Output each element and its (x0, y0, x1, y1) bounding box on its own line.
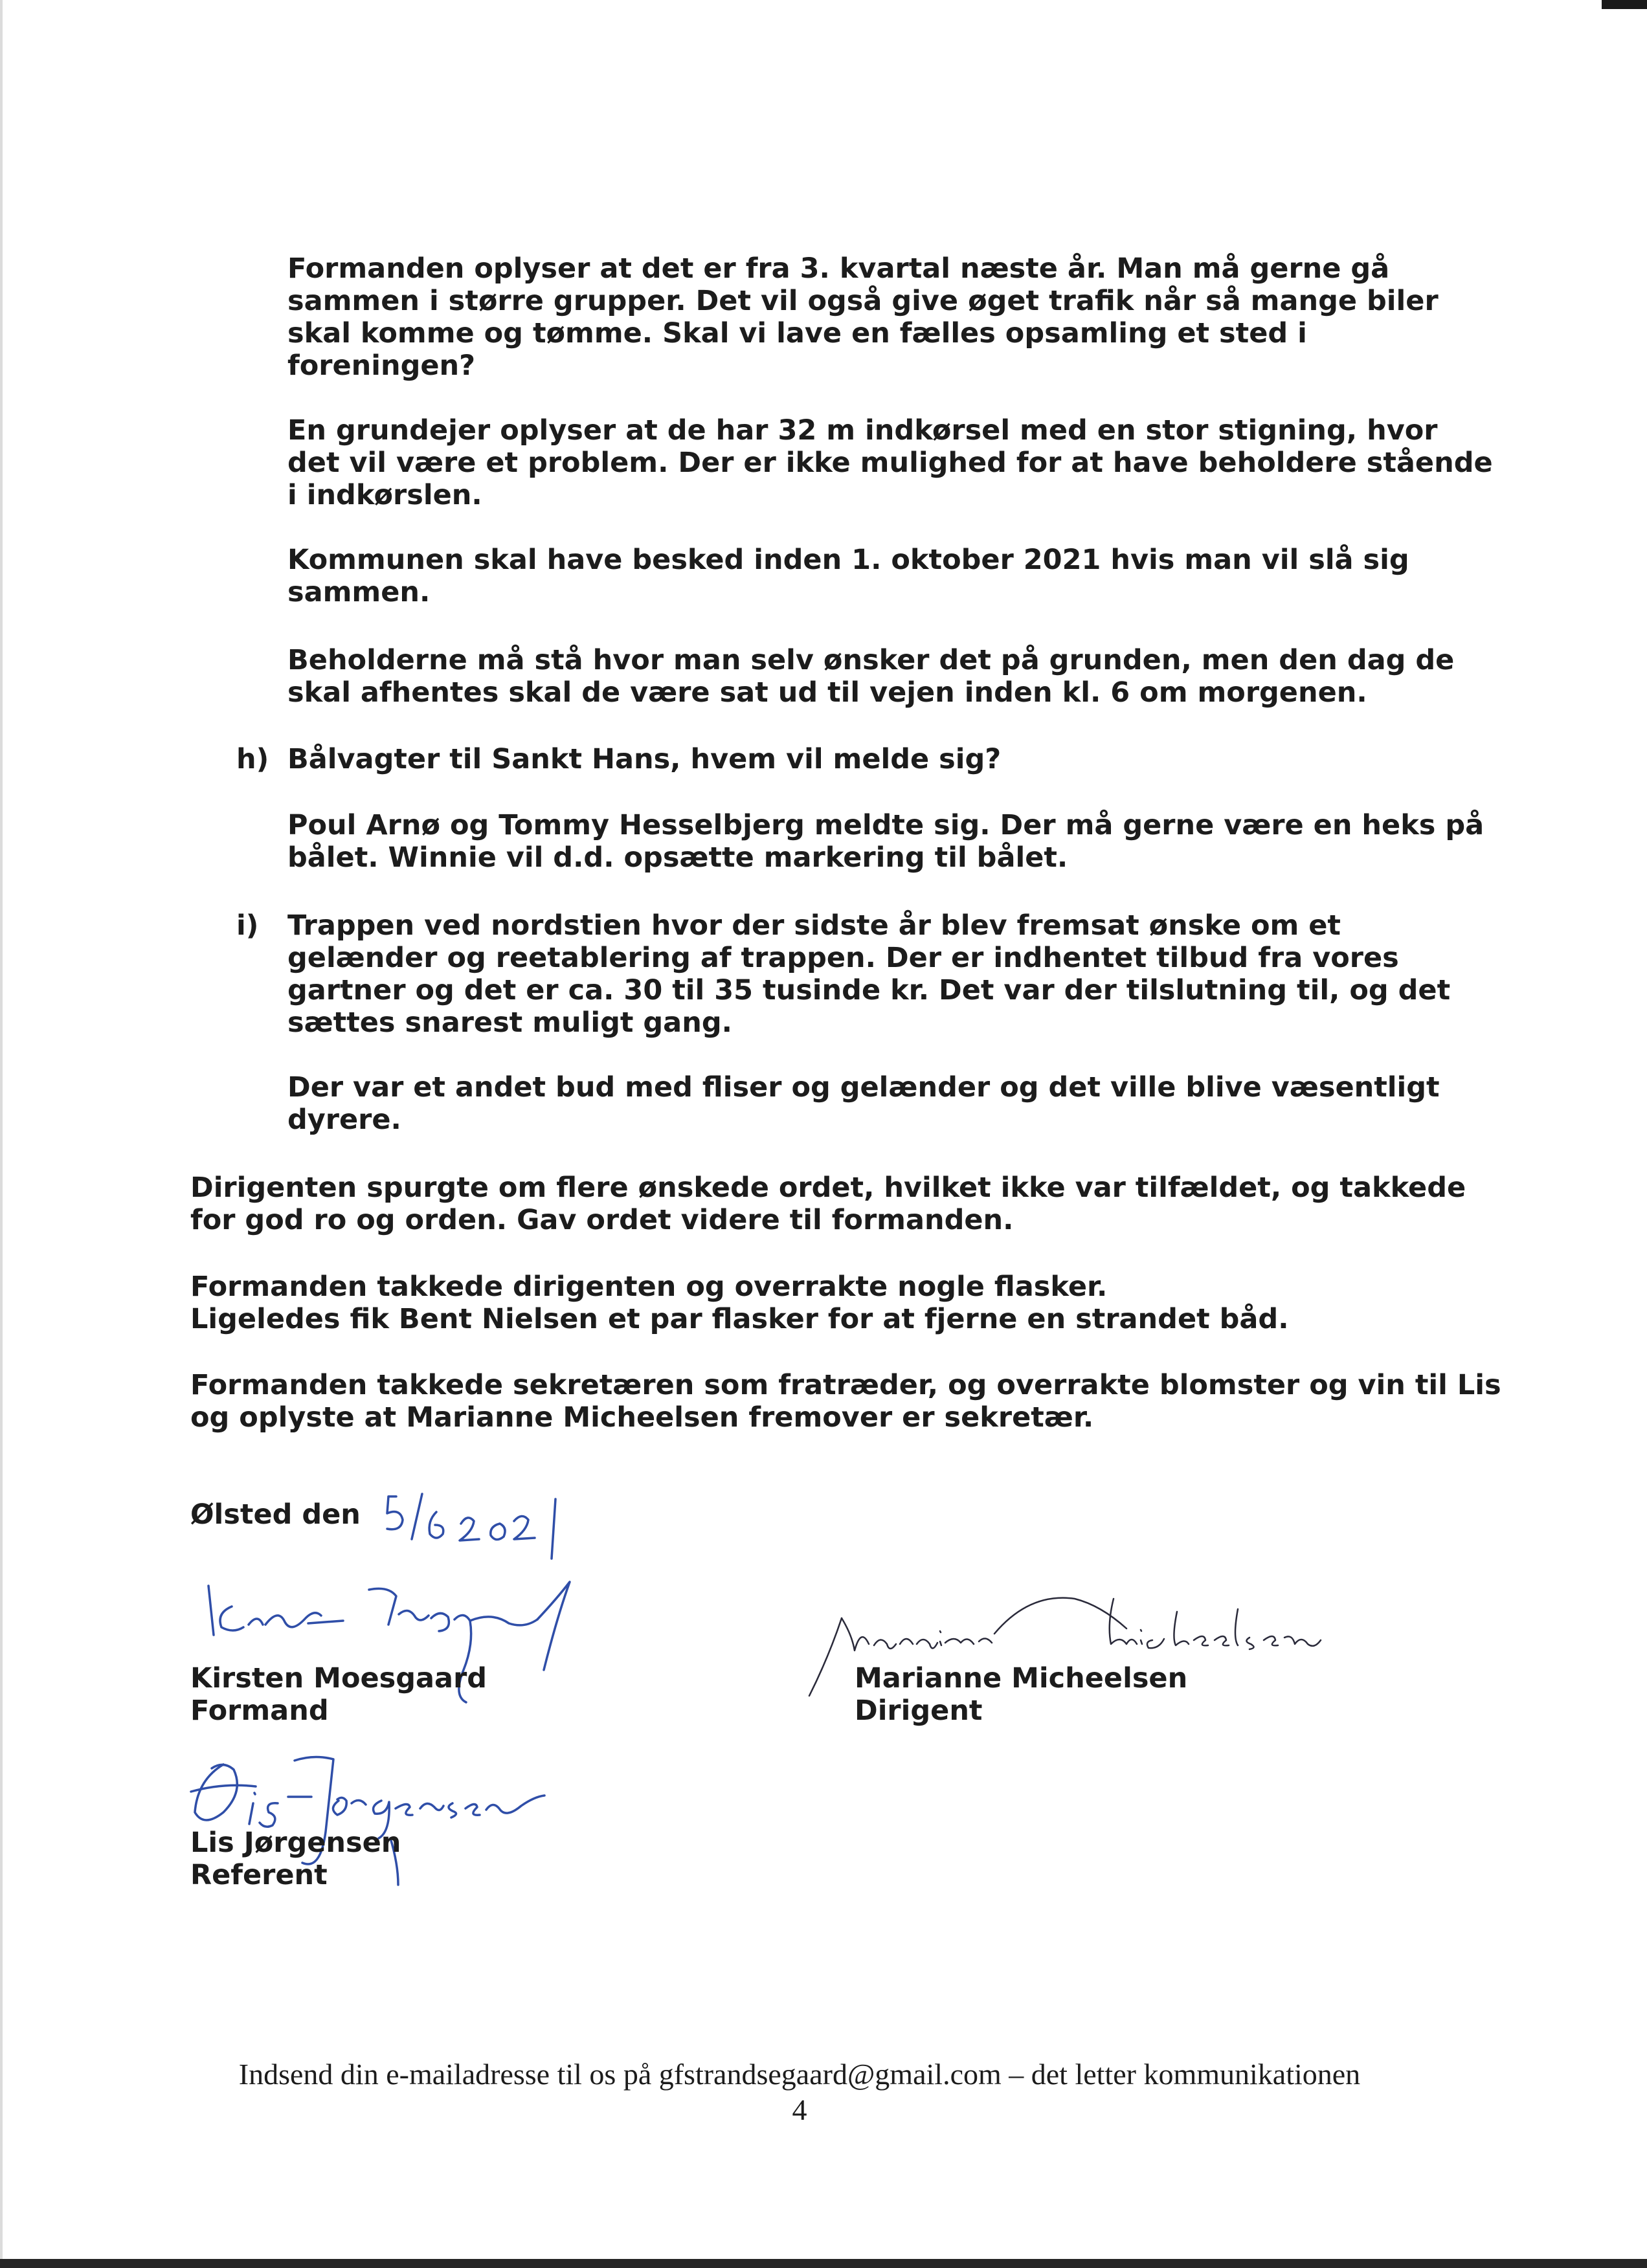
paragraph-secretary: Formanden takkede sekretæren som fratræder, og overrakte blomster og vin til Lis og oplyste at Marianne Micheelsen fremover er sekretær. (190, 1369, 1501, 1434)
item-h-text: Poul Arnø og Tommy Hesselbjerg meldte sig. Der må gerne være en heks på bålet. Winnie vil d.d. opsætte markering til bålet. (287, 809, 1485, 874)
paragraph-containers: Beholderne må stå hvor man selv ønsker det på grunden, men den dag de skal afhentes skal de være sat ud til vejen inden kl. 6 om morgenen. (287, 644, 1455, 709)
paragraph-thanks: Formanden takkede dirigenten og overrakte nogle flasker. Ligeledes fik Bent Nielsen et par flasker for at fjerne en strandet båd. (190, 1271, 1289, 1335)
paragraph-collection-start: Formanden oplyser at det er fra 3. kvartal næste år. Man må gerne gå sammen i større grupper. Det vil også give øget trafik når så mange biler skal komme og tømme. Skal vi lave en fælles opsamling et sted i foreningen? (287, 252, 1439, 382)
paragraph-driveway: En grundejer oplyser at de har 32 m indkørsel med en stor stigning, hvor det vil være et problem. Der er ikke mulighed for at have beholdere stående i indkørslen. (287, 414, 1493, 511)
item-i-marker: i) (236, 909, 259, 942)
signer-role-referent: Referent (190, 1859, 328, 1891)
paragraph-chair-closing: Dirigenten spurgte om flere ønskede ordet, hvilket ikke var tilfældet, og takkede for god ro og orden. Gav ordet videre til formanden. (190, 1172, 1466, 1236)
signer-role-formand: Formand (190, 1695, 329, 1727)
item-i-text: Trappen ved nordstien hvor der sidste år blev fremsat ønske om et gelænder og reetablering af trappen. Der er indhentet tilbud fra vores gartner og det er ca. 30 til 35 tusinde kr. Det var der tilslutning til, og det sættes snarest muligt gang. (287, 909, 1451, 1039)
footer-email-note: Indsend din e-mailadresse til os på gfstrandsegaard@gmail.com – det letter kommunikationen (238, 2058, 1361, 2091)
signer-name-lis: Lis Jørgensen (190, 1827, 401, 1859)
item-h-title: Bålvagter til Sankt Hans, hvem vil melde sig? (287, 743, 1002, 775)
paragraph-deadline: Kommunen skal have besked inden 1. oktober 2021 hvis man vil slå sig sammen. (287, 544, 1409, 608)
signer-name-kirsten: Kirsten Moesgaard (190, 1662, 487, 1695)
item-i-text-2: Der var et andet bud med fliser og gelænder og det ville blive væsentligt dyrere. (287, 1071, 1440, 1136)
handwritten-date (382, 1482, 576, 1566)
scan-edge (0, 0, 3, 2268)
signer-name-marianne: Marianne Micheelsen (855, 1662, 1188, 1695)
signer-role-dirigent: Dirigent (855, 1695, 983, 1727)
scan-corner-mark (1602, 0, 1647, 9)
scan-bottom-edge (0, 2259, 1647, 2268)
place-date-label: Ølsted den (190, 1498, 361, 1531)
item-h-marker: h) (236, 743, 269, 775)
page-number: 4 (792, 2093, 807, 2126)
